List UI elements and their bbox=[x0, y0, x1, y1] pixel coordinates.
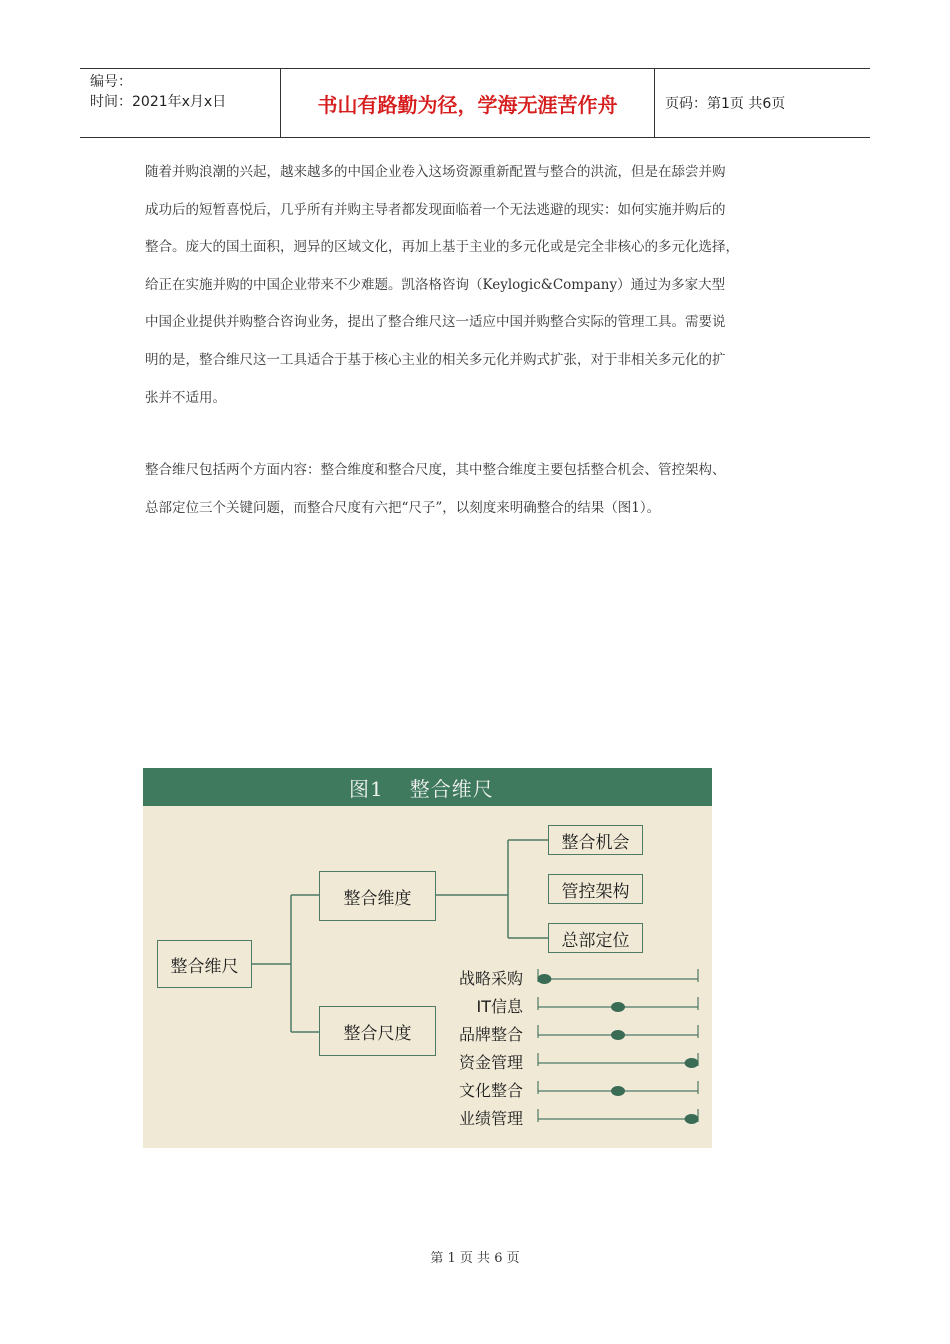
paragraph-2 bbox=[145, 458, 805, 533]
dimension-item-box: 总部定位 bbox=[548, 923, 643, 953]
dimension-box: 整合维度 bbox=[319, 871, 436, 921]
paragraph-line: 成功后的短暂喜悦后，几乎所有并购主导者都发现面临着一个无法逃避的现实：如何实施并购后的 bbox=[145, 201, 726, 218]
time-label: 时间：2021年x月x日 bbox=[90, 94, 227, 110]
page-header bbox=[80, 68, 870, 138]
paragraph-line: 总部定位三个关键问题，而整合尺度有六把“尺子”，以刻度来明确整合的结果（图1）。 bbox=[145, 499, 661, 516]
ruler bbox=[538, 1025, 698, 1040]
ruler-label: 战略采购 bbox=[458, 969, 523, 988]
ruler bbox=[538, 1109, 699, 1124]
header-page-code: 页码：第1页 共6页 bbox=[665, 96, 786, 112]
ruler bbox=[538, 997, 698, 1012]
ruler-level-dot bbox=[611, 1030, 625, 1040]
ruler-label: 资金管理 bbox=[458, 1053, 523, 1072]
paragraph-line: 随着并购浪潮的兴起，越来越多的中国企业卷入这场资源重新配置与整合的洪流，但是在舔尝并购 bbox=[145, 164, 726, 180]
ruler-level-dot bbox=[611, 1002, 625, 1012]
paragraph-line: 明的是，整合维尺这一工具适合于基于核心主业的相关多元化并购式扩张，对于非相关多元化的扩 bbox=[145, 351, 726, 368]
paragraph-line: 整合。庞大的国土面积，迥异的区域文化，再加上基于主业的多元化或是完全非核心的多元化选择， bbox=[145, 239, 739, 256]
dimension-item-box: 管控架构 bbox=[548, 874, 643, 904]
header-motto: 书山有路勤为径，学海无涯苦作舟 bbox=[281, 69, 655, 137]
scale-box: 整合尺度 bbox=[319, 1006, 436, 1056]
figure-1 bbox=[143, 768, 712, 1148]
paragraph-line: 给正在实施并购的中国企业带来不少难题。凯洛格咨询（Keylogic&Company）通过为多家大型 bbox=[145, 276, 726, 293]
root-box: 整合维尺 bbox=[157, 940, 252, 988]
paragraph-line: 张并不适用。 bbox=[145, 389, 226, 406]
ruler-level-dot bbox=[611, 1086, 625, 1096]
ruler bbox=[537, 969, 698, 984]
paragraph-line: 整合维尺包括两个方面内容：整合维度和整合尺度，其中整合维度主要包括整合机会、管控架构、 bbox=[145, 462, 726, 478]
ruler-level-dot bbox=[685, 1058, 699, 1068]
ruler-label: 品牌整合 bbox=[458, 1025, 523, 1044]
number-label: 编号： bbox=[90, 74, 132, 90]
paragraph-line: 中国企业提供并购整合咨询业务，提出了整合维尺这一适应中国并购整合实际的管理工具。需要说 bbox=[145, 314, 726, 331]
dimension-item-box: 整合机会 bbox=[548, 825, 643, 855]
rulers-layer bbox=[537, 969, 698, 1124]
ruler-label: 文化整合 bbox=[458, 1081, 523, 1100]
ruler-label: IT信息 bbox=[476, 997, 523, 1016]
figure-title: 整合维尺 bbox=[409, 776, 494, 801]
header-meta bbox=[80, 69, 281, 137]
page-footer: 第 1 页 共 6 页 bbox=[430, 1251, 520, 1266]
ruler-level-dot bbox=[685, 1114, 699, 1124]
paragraph-1 bbox=[145, 160, 805, 423]
ruler bbox=[538, 1081, 698, 1096]
figure-number: 图1 bbox=[349, 776, 384, 801]
ruler-level-dot bbox=[537, 974, 551, 984]
ruler-label: 业绩管理 bbox=[458, 1109, 523, 1128]
ruler bbox=[538, 1053, 699, 1068]
